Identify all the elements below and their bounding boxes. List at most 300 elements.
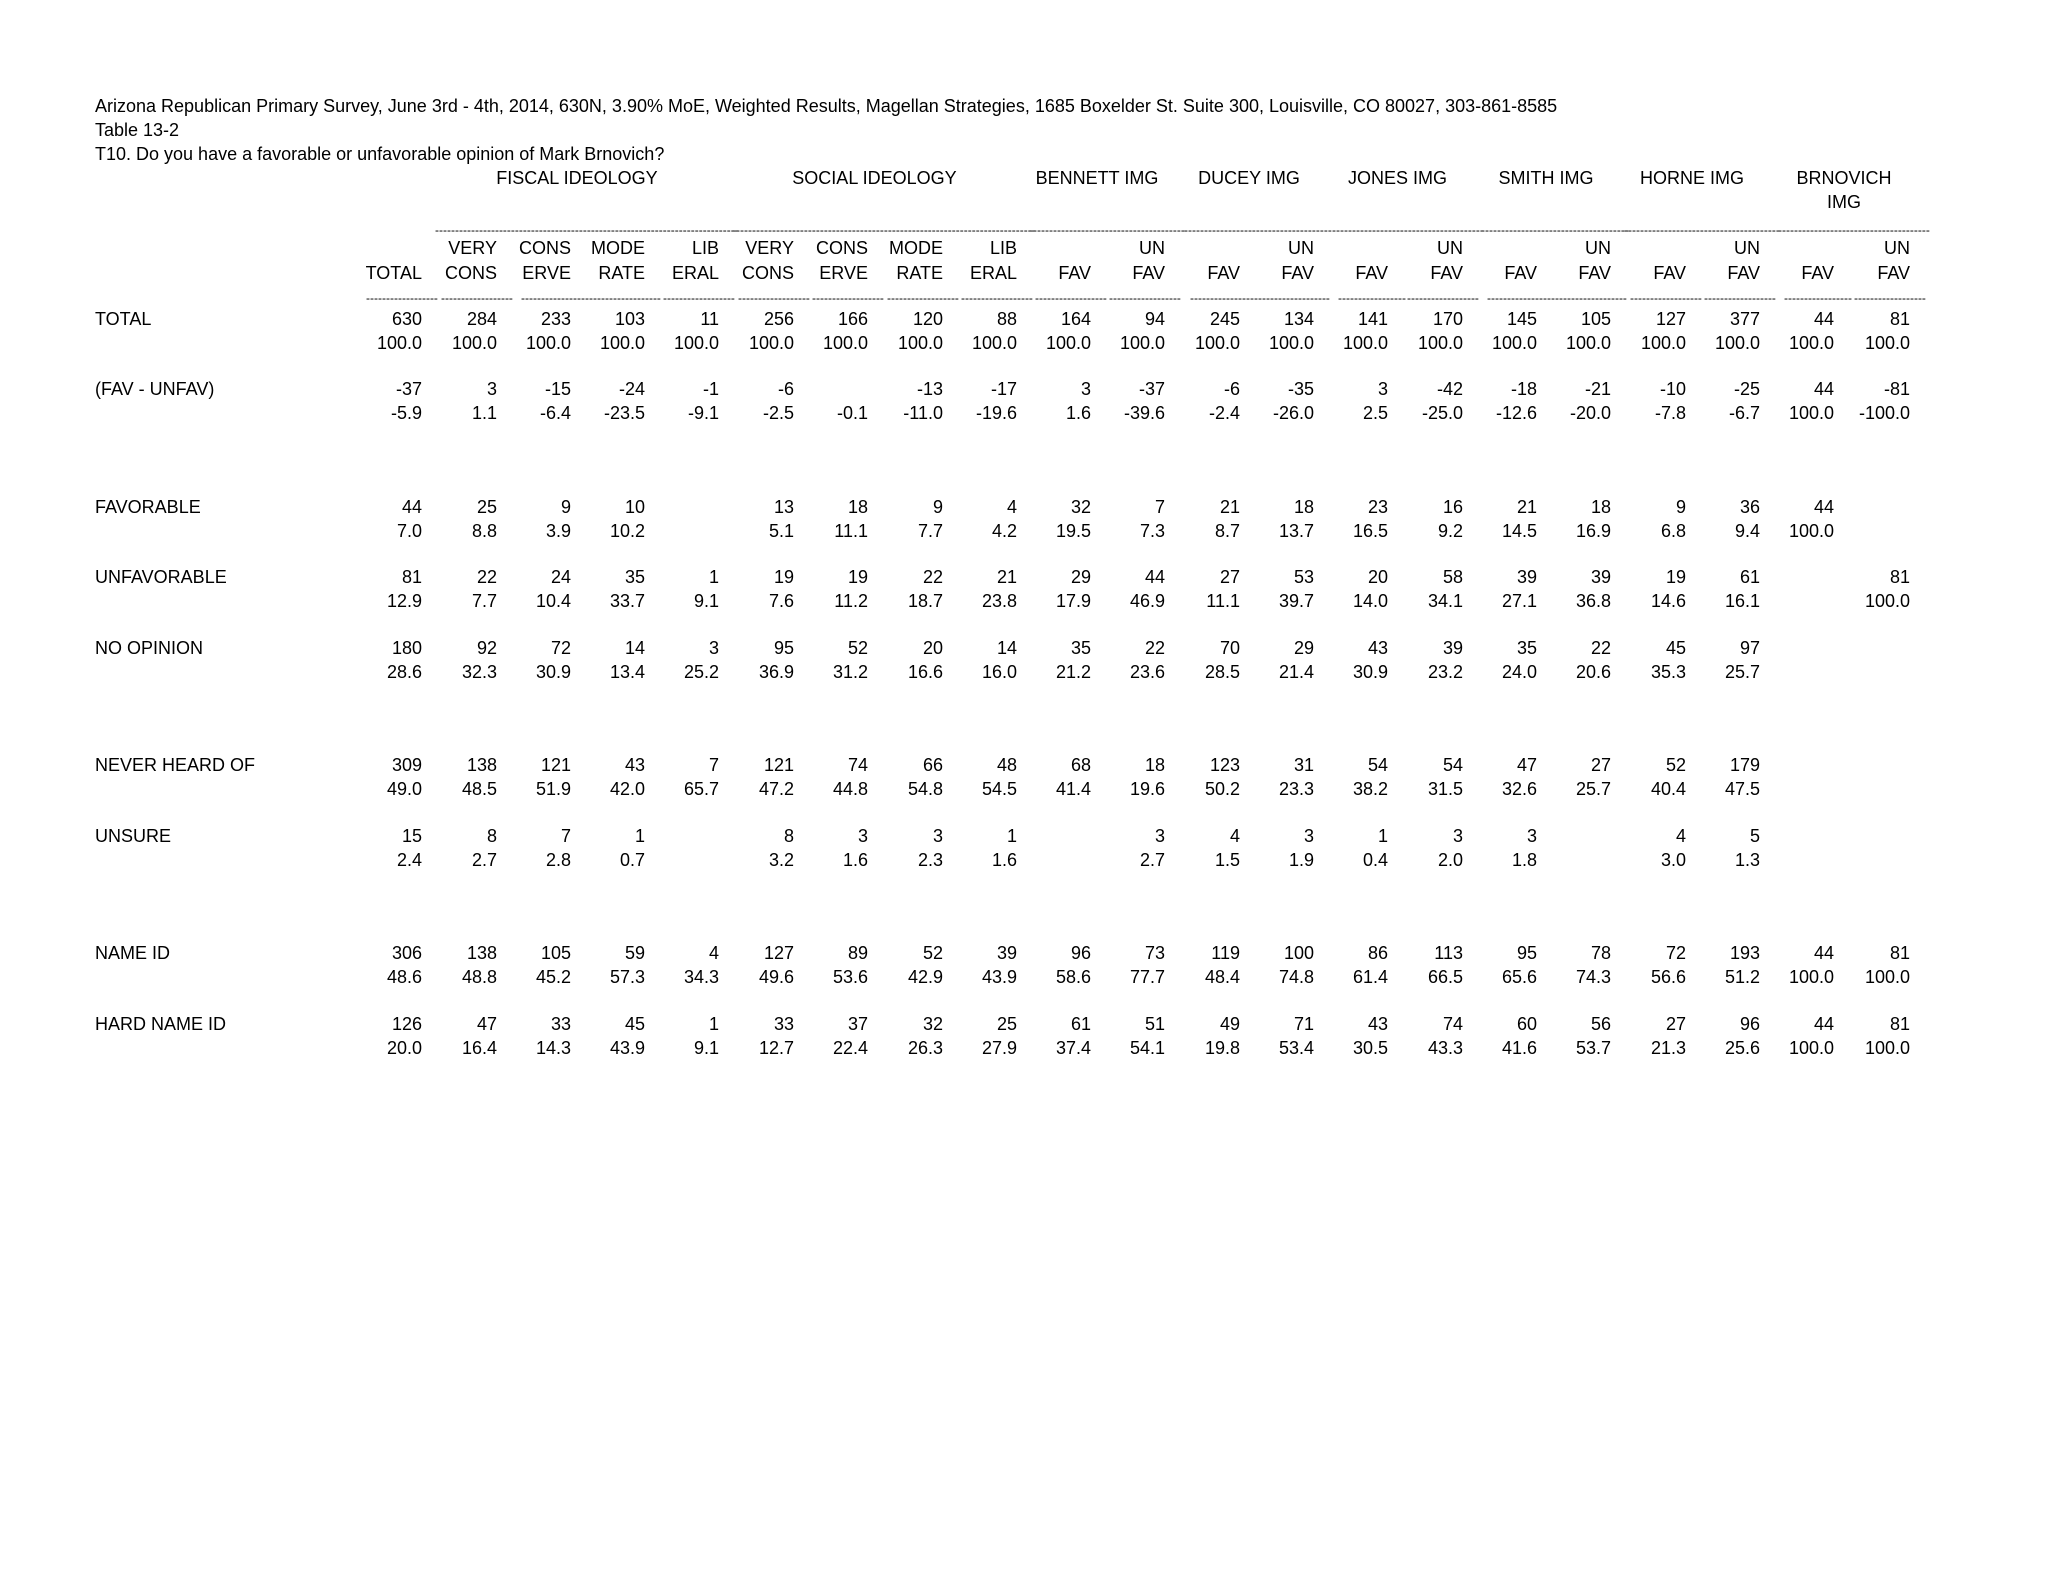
cell-percent: 100.0 bbox=[376, 333, 422, 353]
cell-percent: 100.0 bbox=[1864, 967, 1910, 987]
cell-count: 11 bbox=[700, 309, 719, 329]
cell-count: 45 bbox=[1665, 638, 1686, 658]
cell-percent: 2.3 bbox=[917, 850, 943, 870]
cell-percent: 100.0 bbox=[451, 333, 497, 353]
cell-count: 9 bbox=[932, 497, 943, 517]
cell-percent: 23.2 bbox=[1427, 662, 1463, 682]
cell-percent: 41.6 bbox=[1501, 1038, 1537, 1058]
cell-count: 95 bbox=[1516, 943, 1537, 963]
cell-count: 3 bbox=[1303, 826, 1314, 846]
cell-percent: 16.5 bbox=[1352, 521, 1388, 541]
cell-percent: 19.5 bbox=[1055, 521, 1091, 541]
cell-count: 145 bbox=[1506, 309, 1537, 329]
cell-percent: 31.5 bbox=[1427, 779, 1463, 799]
cell-percent: 61.4 bbox=[1352, 967, 1388, 987]
cell-count: 19 bbox=[847, 567, 868, 587]
cell-percent: 100.0 bbox=[1864, 1038, 1910, 1058]
cell-count: 61 bbox=[1070, 1014, 1091, 1034]
column-header: CONS bbox=[741, 263, 794, 283]
column-header-line1: LIB bbox=[989, 238, 1017, 258]
cell-percent: -2.4 bbox=[1208, 403, 1240, 423]
cell-percent: 4.2 bbox=[991, 521, 1017, 541]
column-header: ERVE bbox=[819, 263, 868, 283]
column-header: FAV bbox=[1207, 263, 1240, 283]
column-header: FAV bbox=[1058, 263, 1091, 283]
cell-count: 89 bbox=[847, 943, 868, 963]
survey-info: Arizona Republican Primary Survey, June 3rd - 4th, 2014, 630N, 3.90% MoE, Weighted Results, Magellan Strategies, 1685 Boxelder St. Suite 300, Louisville, CO 80027, 303-861-8585 bbox=[95, 96, 1558, 116]
cell-count: 245 bbox=[1209, 309, 1240, 329]
cell-count: 72 bbox=[1665, 943, 1686, 963]
cell-percent: 100.0 bbox=[1788, 333, 1834, 353]
cell-count: 68 bbox=[1070, 755, 1091, 775]
cell-percent: 23.6 bbox=[1129, 662, 1165, 682]
cell-percent: 58.6 bbox=[1055, 967, 1091, 987]
cell-percent: 65.7 bbox=[683, 779, 719, 799]
column-rule: ------------------ bbox=[812, 291, 884, 305]
cell-count: 4 bbox=[1675, 826, 1686, 846]
cell-count: 23 bbox=[1367, 497, 1388, 517]
group-rule: --------------------------------------- bbox=[1624, 223, 1780, 237]
cell-count: 21 bbox=[1516, 497, 1537, 517]
cell-count: 134 bbox=[1283, 309, 1314, 329]
cell-percent: 10.4 bbox=[535, 591, 571, 611]
cell-percent: 12.9 bbox=[386, 591, 422, 611]
column-header-line1: CONS bbox=[518, 238, 571, 258]
cell-count: 9 bbox=[560, 497, 571, 517]
cell-count: 3 bbox=[932, 826, 943, 846]
cell-percent: 16.1 bbox=[1724, 591, 1760, 611]
cell-percent: 100.0 bbox=[1788, 1038, 1834, 1058]
cell-percent: 9.2 bbox=[1437, 521, 1463, 541]
cell-count: 138 bbox=[466, 755, 497, 775]
column-header: FAV bbox=[1355, 263, 1388, 283]
group-rule: ------------------------------------- bbox=[1481, 223, 1629, 237]
cell-percent: 2.0 bbox=[1437, 850, 1463, 870]
cell-percent: 47.2 bbox=[758, 779, 794, 799]
cell-percent: 27.1 bbox=[1501, 591, 1537, 611]
cell-count: 18 bbox=[1590, 497, 1611, 517]
cell-percent: 26.3 bbox=[907, 1038, 943, 1058]
column-rule: ------------------ bbox=[961, 291, 1033, 305]
cell-percent: 5.1 bbox=[768, 521, 794, 541]
column-header: TOTAL bbox=[365, 263, 422, 283]
cell-count: 1 bbox=[1006, 826, 1017, 846]
cell-percent: 14.0 bbox=[1352, 591, 1388, 611]
cell-percent: -6.4 bbox=[539, 403, 571, 423]
column-header: FAV bbox=[1132, 263, 1165, 283]
cell-count: 81 bbox=[1889, 309, 1910, 329]
cell-count: 54 bbox=[1367, 755, 1388, 775]
group-header: SMITH IMG bbox=[1498, 168, 1594, 188]
cell-percent: 43.3 bbox=[1427, 1038, 1463, 1058]
cell-percent: 20.6 bbox=[1575, 662, 1611, 682]
cell-percent: 100.0 bbox=[822, 333, 868, 353]
cell-count: 19 bbox=[773, 567, 794, 587]
cell-count: 95 bbox=[773, 638, 794, 658]
cell-count: 233 bbox=[540, 309, 571, 329]
cell-count: 4 bbox=[1006, 497, 1017, 517]
cell-count: 284 bbox=[466, 309, 497, 329]
cell-percent: 25.7 bbox=[1724, 662, 1760, 682]
cell-count: 58 bbox=[1442, 567, 1463, 587]
column-header-line1: UN bbox=[1437, 238, 1463, 258]
cell-count: 36 bbox=[1739, 497, 1760, 517]
row-label: UNFAVORABLE bbox=[95, 567, 227, 587]
cell-count: 61 bbox=[1739, 567, 1760, 587]
cell-count: 35 bbox=[1070, 638, 1091, 658]
cell-count: 377 bbox=[1729, 309, 1760, 329]
cell-count: -42 bbox=[1436, 379, 1463, 399]
cell-percent: 42.9 bbox=[907, 967, 943, 987]
cell-percent: -39.6 bbox=[1123, 403, 1165, 423]
cell-percent: 13.4 bbox=[609, 662, 645, 682]
cell-percent: 100.0 bbox=[1788, 403, 1834, 423]
cell-percent: -11.0 bbox=[903, 403, 943, 423]
column-header-line1: MODE bbox=[591, 238, 645, 258]
cell-count: 141 bbox=[1357, 309, 1388, 329]
cell-percent: 74.8 bbox=[1278, 967, 1314, 987]
cell-count: 120 bbox=[912, 309, 943, 329]
cell-count: 31 bbox=[1293, 755, 1314, 775]
cell-count: 44 bbox=[1813, 379, 1834, 399]
cell-count: 105 bbox=[1580, 309, 1611, 329]
cell-percent: 51.2 bbox=[1724, 967, 1760, 987]
cell-percent: 44.8 bbox=[832, 779, 868, 799]
cell-percent: 20.0 bbox=[386, 1038, 422, 1058]
cell-percent: 66.5 bbox=[1427, 967, 1463, 987]
row-label: TOTAL bbox=[95, 309, 152, 329]
cell-percent: 48.8 bbox=[461, 967, 497, 987]
cell-count: 43 bbox=[1367, 638, 1388, 658]
cell-count: 10 bbox=[624, 497, 645, 517]
cell-count: 32 bbox=[922, 1014, 943, 1034]
row-label: NEVER HEARD OF bbox=[95, 755, 256, 775]
cell-percent: 100.0 bbox=[1565, 333, 1611, 353]
cell-count: 24 bbox=[550, 567, 571, 587]
cell-count: 29 bbox=[1293, 638, 1314, 658]
cell-percent: -23.5 bbox=[603, 403, 645, 423]
cell-count: 630 bbox=[391, 309, 422, 329]
cell-percent: 12.7 bbox=[758, 1038, 794, 1058]
cell-percent: -9.1 bbox=[687, 403, 719, 423]
column-header-line1: LIB bbox=[691, 238, 719, 258]
cell-count: 170 bbox=[1432, 309, 1463, 329]
cell-percent: 2.8 bbox=[545, 850, 571, 870]
column-header-line1: MODE bbox=[889, 238, 943, 258]
cell-count: 103 bbox=[614, 309, 645, 329]
cell-percent: 45.2 bbox=[535, 967, 571, 987]
row-label: HARD NAME ID bbox=[95, 1014, 227, 1034]
row-label: NAME ID bbox=[95, 943, 171, 963]
cell-percent: 7.6 bbox=[768, 591, 794, 611]
cell-count: 3 bbox=[1452, 826, 1463, 846]
cell-count: 18 bbox=[1144, 755, 1165, 775]
cell-count: 7 bbox=[708, 755, 719, 775]
cell-percent: 7.0 bbox=[396, 521, 422, 541]
cell-count: 43 bbox=[1367, 1014, 1388, 1034]
cell-count: 4 bbox=[1229, 826, 1240, 846]
cell-percent: 13.7 bbox=[1278, 521, 1314, 541]
cell-count: 51 bbox=[1144, 1014, 1165, 1034]
cell-count: 20 bbox=[1367, 567, 1388, 587]
cell-percent: 7.7 bbox=[471, 591, 497, 611]
column-rule: ------------------ bbox=[1407, 291, 1479, 305]
cell-percent: 9.1 bbox=[693, 1038, 719, 1058]
cell-percent: 48.6 bbox=[386, 967, 422, 987]
cell-percent: -5.9 bbox=[390, 403, 422, 423]
cell-count: 32 bbox=[1070, 497, 1091, 517]
cell-percent: 21.3 bbox=[1650, 1038, 1686, 1058]
cell-percent: -2.5 bbox=[762, 403, 794, 423]
cell-percent: 10.2 bbox=[609, 521, 645, 541]
column-rule: ----------------- bbox=[521, 291, 589, 305]
cell-percent: 21.4 bbox=[1278, 662, 1314, 682]
cell-percent: 1.5 bbox=[1214, 850, 1240, 870]
column-header: RATE bbox=[598, 263, 645, 283]
group-rule: ------------------------------------- bbox=[1184, 223, 1332, 237]
cell-count: 1 bbox=[708, 1014, 719, 1034]
cell-percent: 56.6 bbox=[1650, 967, 1686, 987]
column-header: FAV bbox=[1877, 263, 1910, 283]
cell-count: 44 bbox=[1813, 1014, 1834, 1034]
cell-count: 1 bbox=[634, 826, 645, 846]
column-header-line1: VERY bbox=[745, 238, 794, 258]
cell-count: 22 bbox=[922, 567, 943, 587]
column-rule: ------------------ bbox=[1555, 291, 1627, 305]
cell-count: 127 bbox=[763, 943, 794, 963]
cell-count: 47 bbox=[476, 1014, 497, 1034]
cell-percent: 16.9 bbox=[1575, 521, 1611, 541]
cell-percent: 8.7 bbox=[1214, 521, 1240, 541]
cell-count: 3 bbox=[1377, 379, 1388, 399]
cell-count: 35 bbox=[624, 567, 645, 587]
cell-percent: -20.0 bbox=[1569, 403, 1611, 423]
cell-percent: 1.9 bbox=[1288, 850, 1314, 870]
column-header: FAV bbox=[1281, 263, 1314, 283]
cell-percent: 28.6 bbox=[386, 662, 422, 682]
cell-count: 3 bbox=[1154, 826, 1165, 846]
row-label: FAVORABLE bbox=[95, 497, 201, 517]
cell-count: 96 bbox=[1739, 1014, 1760, 1034]
cell-percent: 2.5 bbox=[1362, 403, 1388, 423]
report-header bbox=[95, 94, 1557, 166]
cell-count: 21 bbox=[1219, 497, 1240, 517]
cell-percent: 51.9 bbox=[535, 779, 571, 799]
cell-percent: 1.1 bbox=[471, 403, 497, 423]
cell-count: -24 bbox=[618, 379, 645, 399]
cell-count: 127 bbox=[1655, 309, 1686, 329]
cell-count: 126 bbox=[391, 1014, 422, 1034]
cell-percent: 77.7 bbox=[1129, 967, 1165, 987]
row-label: NO OPINION bbox=[95, 638, 204, 658]
cell-percent: 48.4 bbox=[1204, 967, 1240, 987]
column-rule: ------------------ bbox=[1035, 291, 1107, 305]
cell-count: 19 bbox=[1665, 567, 1686, 587]
cell-count: 105 bbox=[540, 943, 571, 963]
cell-percent: 2.4 bbox=[396, 850, 422, 870]
column-rule: ----------------- bbox=[1487, 291, 1555, 305]
cell-count: -10 bbox=[1659, 379, 1686, 399]
cell-count: -18 bbox=[1510, 379, 1537, 399]
cell-count: -15 bbox=[544, 379, 571, 399]
cell-count: -81 bbox=[1883, 379, 1910, 399]
cell-percent: 100.0 bbox=[1714, 333, 1760, 353]
cell-count: 123 bbox=[1209, 755, 1240, 775]
column-header: FAV bbox=[1653, 263, 1686, 283]
cell-percent: 100.0 bbox=[971, 333, 1017, 353]
column-header: RATE bbox=[896, 263, 943, 283]
cell-percent: 65.6 bbox=[1501, 967, 1537, 987]
cell-percent: 100.0 bbox=[897, 333, 943, 353]
cell-count: 306 bbox=[391, 943, 422, 963]
cell-percent: 34.3 bbox=[683, 967, 719, 987]
cell-count: 70 bbox=[1219, 638, 1240, 658]
cell-count: 39 bbox=[1590, 567, 1611, 587]
cell-count: 25 bbox=[476, 497, 497, 517]
cell-percent: 49.0 bbox=[386, 779, 422, 799]
cell-count: 121 bbox=[763, 755, 794, 775]
cell-count: 52 bbox=[847, 638, 868, 658]
cell-count: 35 bbox=[1516, 638, 1537, 658]
cell-count: 1 bbox=[708, 567, 719, 587]
cell-percent: 47.5 bbox=[1724, 779, 1760, 799]
cell-count: 14 bbox=[996, 638, 1017, 658]
cell-count: 7 bbox=[1154, 497, 1165, 517]
cell-percent: 30.5 bbox=[1352, 1038, 1388, 1058]
cell-percent: 43.9 bbox=[981, 967, 1017, 987]
column-rule: ------------------ bbox=[1630, 291, 1702, 305]
cell-percent: 57.3 bbox=[609, 967, 645, 987]
column-rule: ----------------- bbox=[1784, 291, 1852, 305]
cell-percent: -12.6 bbox=[1495, 403, 1537, 423]
cell-count: -35 bbox=[1287, 379, 1314, 399]
group-header-line2: IMG bbox=[1827, 192, 1861, 212]
cell-percent: 1.6 bbox=[842, 850, 868, 870]
cell-count: 60 bbox=[1516, 1014, 1537, 1034]
cell-percent: 54.5 bbox=[981, 779, 1017, 799]
question-text: T10. Do you have a favorable or unfavorable opinion of Mark Brnovich? bbox=[95, 144, 665, 164]
cell-percent: 32.3 bbox=[461, 662, 497, 682]
cell-percent: 30.9 bbox=[1352, 662, 1388, 682]
column-header-line1: UN bbox=[1585, 238, 1611, 258]
cell-percent: -0.1 bbox=[836, 403, 868, 423]
cell-percent: 11.1 bbox=[834, 521, 868, 541]
cell-percent: 23.3 bbox=[1278, 779, 1314, 799]
cell-percent: 2.7 bbox=[471, 850, 497, 870]
cell-count: 73 bbox=[1144, 943, 1165, 963]
cell-count: 72 bbox=[550, 638, 571, 658]
cell-percent: 42.0 bbox=[609, 779, 645, 799]
cell-count: 5 bbox=[1749, 826, 1760, 846]
cell-percent: 37.4 bbox=[1055, 1038, 1091, 1058]
cell-count: 29 bbox=[1070, 567, 1091, 587]
column-rule: ------------------ bbox=[738, 291, 810, 305]
row-label: (FAV - UNFAV) bbox=[95, 379, 215, 399]
cell-count: 166 bbox=[837, 309, 868, 329]
cell-percent: 1.6 bbox=[1065, 403, 1091, 423]
cell-percent: 54.8 bbox=[907, 779, 943, 799]
cell-count: 27 bbox=[1219, 567, 1240, 587]
column-rule: ----------------- bbox=[1190, 291, 1258, 305]
group-rule: --------------------------------------- bbox=[1029, 223, 1185, 237]
cell-percent: 7.3 bbox=[1139, 521, 1165, 541]
cell-percent: 6.8 bbox=[1660, 521, 1686, 541]
cell-percent: 46.9 bbox=[1129, 591, 1165, 611]
cell-count: 8 bbox=[783, 826, 794, 846]
cell-count: 3 bbox=[708, 638, 719, 658]
column-header: ERAL bbox=[671, 263, 719, 283]
cell-count: -1 bbox=[702, 379, 719, 399]
column-rule: ------------------ bbox=[1854, 291, 1926, 305]
cell-percent: 3.9 bbox=[545, 521, 571, 541]
cell-count: 13 bbox=[773, 497, 794, 517]
cell-percent: 31.2 bbox=[832, 662, 868, 682]
cell-count: 49 bbox=[1219, 1014, 1240, 1034]
cell-percent: -19.6 bbox=[975, 403, 1017, 423]
cell-percent: 1.6 bbox=[991, 850, 1017, 870]
group-header: HORNE IMG bbox=[1639, 168, 1745, 188]
group-rule: -------------------------------------- bbox=[1332, 223, 1484, 237]
cell-percent: 16.4 bbox=[461, 1038, 497, 1058]
cell-count: 22 bbox=[1590, 638, 1611, 658]
cell-count: 39 bbox=[1516, 567, 1537, 587]
cell-count: 44 bbox=[401, 497, 422, 517]
cell-percent: 74.3 bbox=[1575, 967, 1611, 987]
cell-count: 44 bbox=[1813, 943, 1834, 963]
cell-count: 97 bbox=[1739, 638, 1760, 658]
cell-percent: 53.6 bbox=[832, 967, 868, 987]
column-header: ERVE bbox=[522, 263, 571, 283]
cell-percent: 21.2 bbox=[1055, 662, 1091, 682]
cell-percent: 7.7 bbox=[917, 521, 943, 541]
cell-count: 78 bbox=[1590, 943, 1611, 963]
cell-percent: 9.1 bbox=[693, 591, 719, 611]
cell-count: 81 bbox=[1889, 943, 1910, 963]
cell-percent: 100.0 bbox=[1194, 333, 1240, 353]
cell-percent: 100.0 bbox=[525, 333, 571, 353]
cell-percent: 2.7 bbox=[1139, 850, 1165, 870]
cell-count: 22 bbox=[476, 567, 497, 587]
cell-percent: 22.4 bbox=[832, 1038, 868, 1058]
column-header-line1: UN bbox=[1288, 238, 1314, 258]
cell-count: 47 bbox=[1516, 755, 1537, 775]
cell-percent: 100.0 bbox=[673, 333, 719, 353]
cell-count: 27 bbox=[1590, 755, 1611, 775]
cell-percent: 35.3 bbox=[1650, 662, 1686, 682]
column-rule: ------------------ bbox=[366, 291, 438, 305]
cell-percent: 100.0 bbox=[1417, 333, 1463, 353]
cell-percent: 0.7 bbox=[619, 850, 645, 870]
cell-percent: 14.3 bbox=[535, 1038, 571, 1058]
cell-percent: 100.0 bbox=[1788, 967, 1834, 987]
cell-count: 94 bbox=[1144, 309, 1165, 329]
cell-percent: 50.2 bbox=[1204, 779, 1240, 799]
cell-count: 193 bbox=[1729, 943, 1760, 963]
group-header: BRNOVICH bbox=[1796, 168, 1892, 188]
cell-percent: 28.5 bbox=[1204, 662, 1240, 682]
cell-percent: 100.0 bbox=[599, 333, 645, 353]
cell-count: -25 bbox=[1733, 379, 1760, 399]
column-header: FAV bbox=[1430, 263, 1463, 283]
cell-count: -6 bbox=[777, 379, 794, 399]
column-rule: ----------------- bbox=[1338, 291, 1406, 305]
cell-percent: 49.6 bbox=[758, 967, 794, 987]
cell-count: 53 bbox=[1293, 567, 1314, 587]
group-header: FISCAL IDEOLOGY bbox=[496, 168, 658, 188]
cell-count: 100 bbox=[1283, 943, 1314, 963]
cell-count: 21 bbox=[996, 567, 1017, 587]
cell-percent: -7.8 bbox=[1654, 403, 1686, 423]
